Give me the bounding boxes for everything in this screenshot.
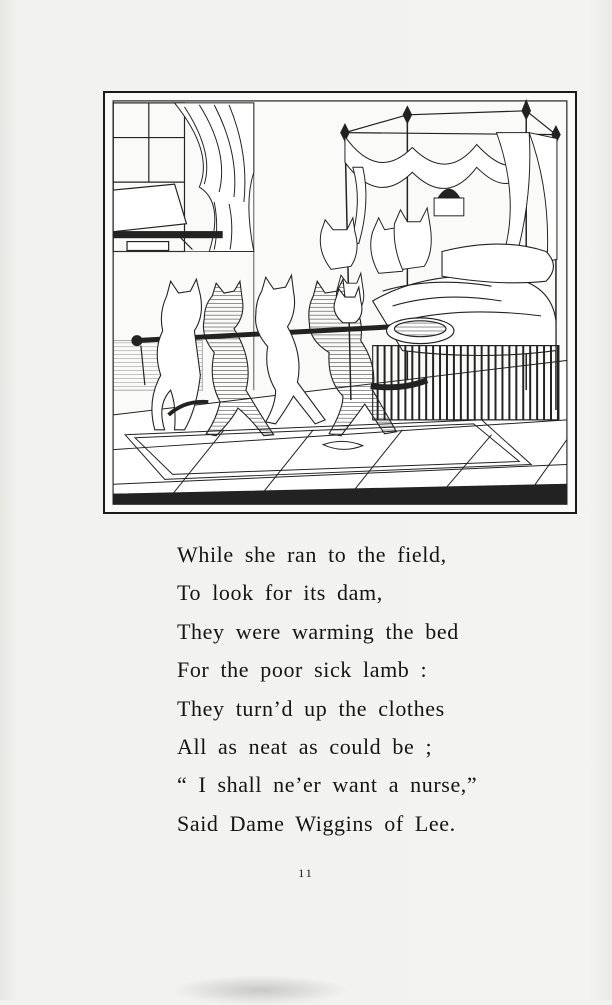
verse-line: For the poor sick lamb : — [177, 657, 428, 683]
window-curtain — [175, 103, 254, 252]
page-number: 11 — [298, 866, 314, 880]
engraving-illustration — [103, 91, 577, 514]
paper-smudge — [170, 975, 350, 1005]
verse-line: “ I shall ne’er want a nurse,” — [177, 772, 478, 798]
side-table — [113, 184, 222, 250]
verse-line: To look for its dam, — [177, 580, 383, 606]
verse-line: While she ran to the field, — [177, 542, 447, 567]
verse-line: All as neat as could be ; — [177, 734, 433, 760]
verse-line: They were warming the bed — [177, 618, 459, 644]
verse-text — [177, 536, 557, 843]
verse-line: Said Dame Wiggins of Lee. — [177, 810, 456, 836]
engraving-svg — [105, 93, 575, 512]
verse-line: They turn’d up the clothes — [177, 695, 445, 721]
